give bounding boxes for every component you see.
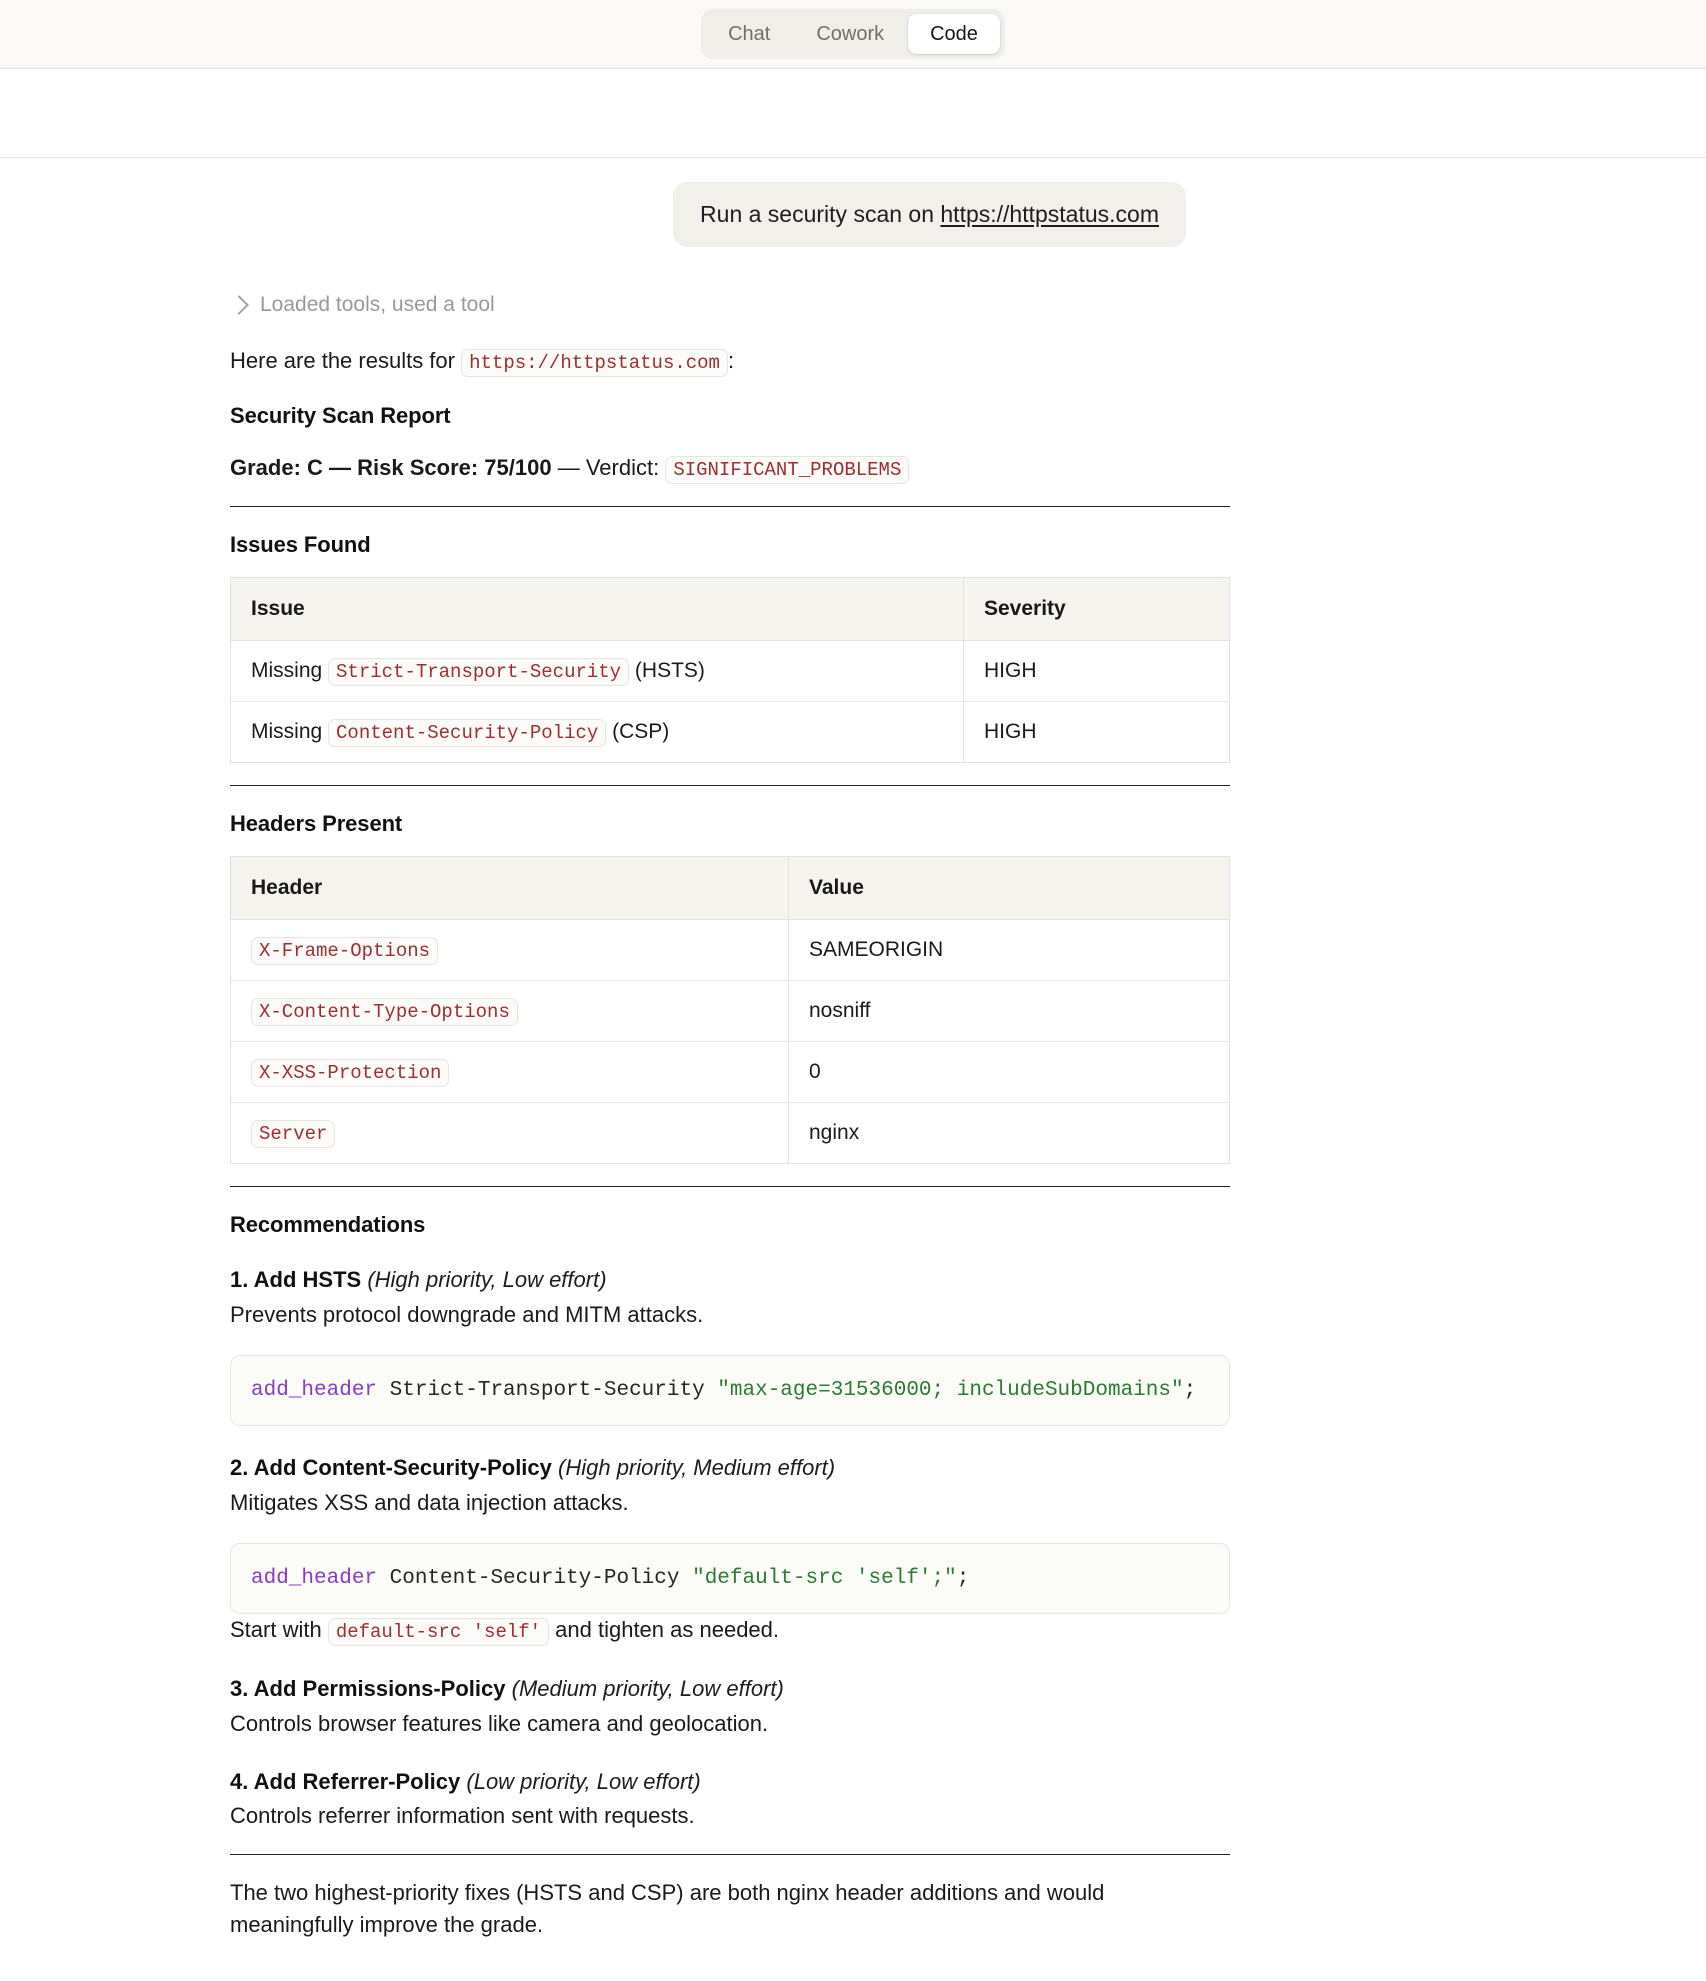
tool-use-label: Loaded tools, used a tool — [260, 293, 495, 317]
issues-table-header-row — [231, 578, 1230, 641]
headers-col-value: Value — [789, 857, 1230, 920]
issue-cell — [231, 702, 964, 763]
header-name-code: X-XSS-Protection — [251, 1059, 449, 1087]
issues-table — [230, 577, 1230, 763]
code-block-hsts — [230, 1355, 1230, 1426]
recommendation-description: Controls referrer information sent with requests. — [230, 1803, 695, 1829]
table-row — [231, 920, 1230, 981]
issue-suffix: (HSTS) — [629, 659, 705, 683]
results-intro — [230, 345, 1230, 378]
header-name-cell — [231, 981, 789, 1042]
table-row — [231, 641, 1230, 702]
tab-chat[interactable]: Chat — [706, 14, 792, 54]
header-name-code: X-Content-Type-Options — [251, 998, 518, 1026]
mode-switcher — [701, 9, 1005, 59]
header-value-cell: 0 — [789, 1042, 1230, 1103]
grade-score-text: Grade: C — Risk Score: 75/100 — [230, 454, 552, 480]
headers-col-header: Header — [231, 857, 789, 920]
csp-note-suffix: and tighten as needed. — [549, 1617, 780, 1643]
code-text: Content-Security-Policy — [377, 1566, 693, 1590]
issue-prefix: Missing — [251, 720, 329, 744]
divider — [230, 506, 1230, 507]
code-text: Strict-Transport-Security — [377, 1378, 718, 1402]
code-keyword: add_header — [251, 1378, 378, 1402]
grade-separator: — — [551, 454, 586, 480]
issue-header-code: Strict-Transport-Security — [328, 658, 629, 686]
secondary-toolbar — [0, 69, 1706, 158]
recommendations-heading: Recommendations — [230, 1212, 426, 1238]
recommendation-title — [230, 1264, 1230, 1296]
issue-header-code: Content-Security-Policy — [328, 719, 606, 747]
header-name-cell — [231, 1042, 789, 1103]
code-tail: ; — [1183, 1378, 1197, 1402]
header-value-cell: nginx — [809, 1121, 860, 1145]
issue-cell — [231, 641, 964, 702]
recommendation-title — [230, 1673, 1230, 1705]
header-value-cell: SAMEORIGIN — [789, 920, 1230, 981]
chevron-right-icon — [229, 295, 249, 315]
grade-summary — [230, 451, 1230, 485]
recommendation-name: 1. Add HSTS — [230, 1267, 362, 1293]
header-value-cell: nosniff — [789, 981, 1230, 1042]
severity-cell: HIGH — [964, 641, 1230, 702]
header-name-code: Server — [251, 1120, 335, 1148]
tab-cowork[interactable]: Cowork — [794, 14, 906, 54]
recommendation-name: 4. Add Referrer-Policy — [230, 1768, 461, 1794]
verdict-label: Verdict: — [585, 454, 666, 480]
divider — [230, 1186, 1230, 1187]
divider — [230, 785, 1230, 786]
code-string: "default-src 'self';" — [692, 1566, 957, 1590]
issues-heading: Issues Found — [230, 532, 371, 558]
header-name-cell — [231, 920, 789, 981]
app-header — [0, 0, 1706, 69]
issues-col-issue: Issue — [231, 578, 964, 641]
recommendation-name: 3. Add Permissions-Policy — [230, 1675, 506, 1701]
header-name-cell — [231, 1103, 789, 1164]
code-tail: ; — [956, 1566, 970, 1590]
csp-default-src-code: default-src 'self' — [328, 1618, 549, 1646]
table-row — [231, 981, 1230, 1042]
divider — [230, 1854, 1230, 1855]
recommendation-meta: (Low priority, Low effort) — [460, 1768, 701, 1794]
scanned-url-link[interactable]: https://httpstatus.com — [940, 201, 1159, 227]
table-row — [231, 1103, 1230, 1164]
user-message-row — [0, 158, 1706, 247]
recommendation-meta: (High priority, Medium effort) — [551, 1455, 836, 1481]
code-string: "max-age=31536000; includeSubDomains" — [717, 1378, 1184, 1402]
closing-summary: The two highest-priority fixes (HSTS and CSP) are both nginx header additions and would meaningfully improve the grade. — [230, 1880, 1105, 1938]
csp-note-prefix: Start with — [230, 1617, 328, 1643]
code-block-csp — [230, 1543, 1230, 1614]
recommendation-meta: (Medium priority, Low effort) — [505, 1675, 784, 1701]
tab-code[interactable]: Code — [908, 14, 1000, 54]
recommendation-description: Controls browser features like camera and geolocation. — [230, 1710, 769, 1736]
issue-suffix: (CSP) — [606, 720, 670, 744]
tool-use-disclosure[interactable] — [230, 293, 495, 317]
recommendation-meta: (High priority, Low effort) — [361, 1267, 607, 1293]
recommendation-title — [230, 1452, 1230, 1484]
results-intro-suffix: : — [727, 348, 735, 374]
code-keyword: add_header — [251, 1566, 378, 1590]
scanned-url-code: https://httpstatus.com — [461, 349, 728, 377]
csp-note — [230, 1614, 1230, 1647]
headers-present-heading: Headers Present — [230, 811, 403, 837]
severity-cell: HIGH — [984, 720, 1037, 744]
header-name-code: X-Frame-Options — [251, 937, 438, 965]
results-intro-prefix: Here are the results for — [230, 348, 462, 374]
recommendation-name: 2. Add Content-Security-Policy — [230, 1455, 552, 1481]
headers-table-header-row — [231, 857, 1230, 920]
report-title: Security Scan Report — [230, 402, 451, 428]
user-message-bubble — [673, 182, 1186, 247]
recommendation-description: Prevents protocol downgrade and MITM attacks. — [230, 1301, 704, 1327]
verdict-badge: SIGNIFICANT_PROBLEMS — [665, 456, 909, 484]
user-message-text: Run a security scan on — [700, 201, 941, 227]
headers-present-table — [230, 856, 1230, 1164]
conversation — [0, 158, 1706, 1981]
table-row — [231, 1042, 1230, 1103]
recommendation-title — [230, 1766, 1230, 1798]
issue-prefix: Missing — [251, 659, 329, 683]
recommendation-description: Mitigates XSS and data injection attacks. — [230, 1490, 629, 1516]
issues-col-severity: Severity — [964, 578, 1230, 641]
assistant-message — [0, 293, 1706, 1941]
table-row — [231, 702, 1230, 763]
